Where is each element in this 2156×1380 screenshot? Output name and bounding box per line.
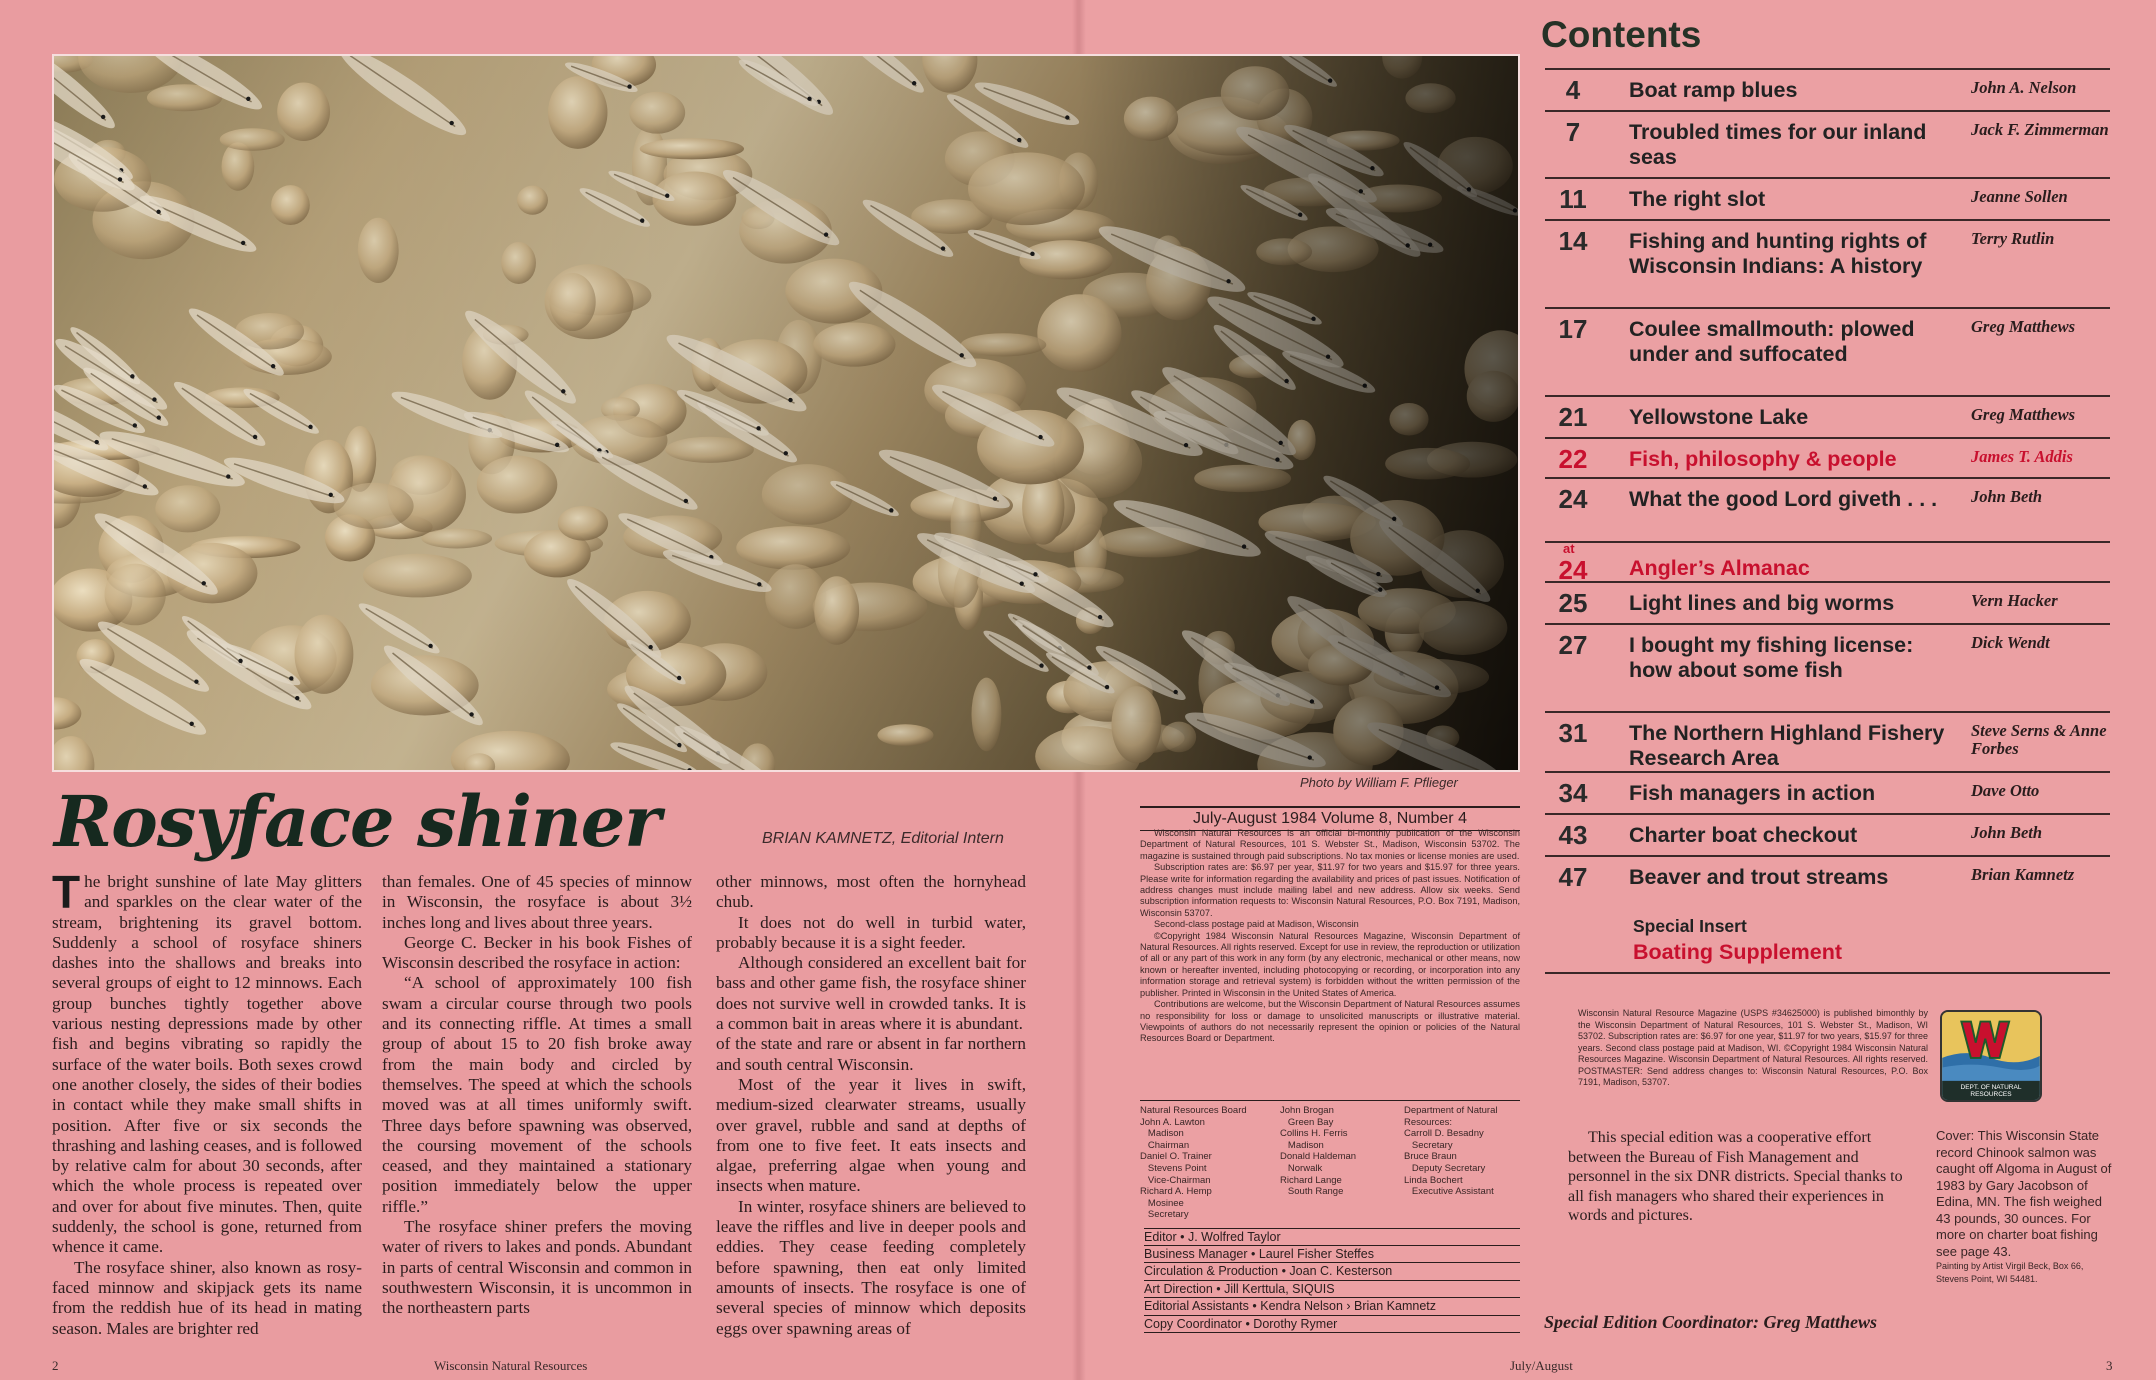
article-paragraph: In winter, rosyface shiners are believed to leave the riffles and live in deeper pools and eddies. They cease feeding completely before spawning, then eat only limited amounts of insects. The rosyface is one of several species of minnow which deposits eggs over spawning areas of: [716, 1196, 1026, 1338]
toc-title: Charter boat checkout: [1629, 823, 1858, 847]
board-column: Natural Resources Board John A. Lawton Madison Chairman Daniel O. Trainer Stevens Point Vice-Chairman Richard A. Hemp Mosinee Secretary: [1140, 1105, 1247, 1221]
logo-caption: DEPT. OF NATURAL RESOURCES: [1960, 1084, 2022, 1098]
toc-page-number: 14: [1558, 226, 1588, 256]
special-edition-note: This special edition was a cooperative effort between the Bureau of Fish Management and personnel in the six DNR districts. Special thanks to all fish managers who shared their experiences in words and pictures.: [1568, 1129, 1903, 1224]
toc-page-number: 24: [1558, 555, 1588, 585]
toc-page-number: 17: [1558, 314, 1588, 344]
contents-heading: Contents: [1541, 14, 1702, 55]
toc-entry[interactable]: [1545, 110, 2110, 177]
board-listing: [1140, 1100, 1520, 1221]
cover-caption: [1936, 1128, 2116, 1286]
toc-page-number: 4: [1565, 75, 1581, 105]
toc-title: Angler’s Almanac: [1629, 556, 1810, 580]
toc-entry[interactable]: [1545, 395, 2110, 437]
masthead-paragraph: Second-class postage paid at Madison, Wisconsin: [1154, 919, 1359, 930]
toc-page-number: 21: [1558, 402, 1588, 432]
folio-title-right: July/August: [1510, 1358, 1573, 1373]
article-paragraph: Most of the year it lives in swift, medium-sized clearwater streams, usually over gravel, rubble and sand at depths of from one to five feet. It eats insects and algae, preferring algae when young and insects when mature.: [716, 1074, 1026, 1196]
staff-row: Editor • J. Wolfred Taylor: [1144, 1228, 1520, 1246]
toc-page-number: 25: [1558, 588, 1588, 618]
publication-info: Wisconsin Natural Resource Magazine (USPS #34625000) is published bimonthly by the Wisconsin Department of Natural Resources, 101 S. Webster St., Madison, WI 53702. Subscription rates are: $6.97 for one year, $11.97 for two years, $15.97 for three years. Second class postage paid at Madison, WI. ©Copyright 1984 Wisconsin Natural Resources Magazine. Wisconsin Department of Natural Resources. All rights reserved. POSTMASTER: Send address changes to: Wisconsin Natural Resources, P.O. Box 7191, Madison, 53707.: [1578, 1008, 1928, 1087]
staff-row: Editorial Assistants • Kendra Nelson › Brian Kamnetz: [1144, 1298, 1520, 1316]
toc-title: The right slot: [1629, 187, 1766, 211]
special-insert-label: Special Insert: [1633, 916, 1747, 936]
toc-author: John Beth: [1971, 487, 2043, 506]
toc-title: Fishing and hunting rights of Wisconsin Indians: A history: [1629, 229, 1927, 278]
article-paragraph: other minnows, most often the hornyhead chub.: [716, 872, 1026, 912]
staff-row: Art Direction • Jill Kerttula, SIQUIS: [1144, 1281, 1520, 1299]
toc-entry[interactable]: [1545, 581, 2110, 623]
toc-author: Steve Serns & Anne Forbes: [1971, 721, 2107, 758]
toc-entry[interactable]: [1545, 219, 2110, 307]
article-paragraph: Although considered an excellent bait for bass and other game fish, the rosyface shiner does not survive well in crowded tanks. It is a common bait in areas where it is abundant.: [716, 953, 1026, 1034]
article-column-2: [382, 872, 692, 1319]
cover-text: Cover: This Wisconsin State record Chinook salmon was caught off Algoma in August of 1983 by Gary Jacobson of Edina, MN. The fish weighed 43 pounds, 30 ounces. For more on charter boat fishing see page 43.: [1936, 1128, 2112, 1259]
edition-coordinator: Special Edition Coordinator: Greg Matthews: [1544, 1312, 1878, 1332]
article-paragraph: George C. Becker in his book Fishes of Wisconsin described the rosyface in action:: [382, 932, 692, 973]
board-column: John Brogan Green Bay Collins H. Ferris Madison Donald Haldeman Norwalk Richard Lange South Range: [1280, 1105, 1357, 1198]
toc-author: Dick Wendt: [1971, 633, 2050, 652]
issue-line: July-August 1984 Volume 8, Number 4: [1140, 806, 1520, 831]
masthead-paragraph: Subscription rates are: $6.97 per year, $11.97 for two years and $15.97 for three years. Please write for information regarding the availability and prices of past issues. Notification of address changes must include mailing label and new address. Allow six weeks. Send subscription information requests to: Wisconsin Natural Resources, P.O. Box 7191, Madison, Wisconsin 53707.: [1140, 862, 1520, 918]
drop-cap: T: [52, 866, 81, 918]
toc-entry[interactable]: [1545, 177, 2110, 219]
toc-title: What the good Lord giveth . . .: [1629, 487, 1938, 511]
toc-page-number: 7: [1565, 117, 1581, 147]
staff-row: Circulation & Production • Joan C. Kesterson: [1144, 1263, 1520, 1281]
toc-author: Jack F. Zimmerman: [1971, 120, 2109, 139]
photo-credit: Photo by William F. Pflieger: [1300, 775, 1458, 790]
toc-title: Beaver and trout streams: [1629, 865, 1889, 889]
toc-title: Coulee smallmouth: plowed under and suffocated: [1629, 317, 1915, 366]
article-column-3: [716, 872, 1026, 1339]
toc-page-number: 27: [1558, 630, 1588, 660]
toc-entry[interactable]: [1545, 855, 2110, 897]
table-of-contents: [1545, 68, 2110, 897]
article-title: Rosyface shiner: [54, 780, 661, 863]
toc-page-number: 31: [1558, 718, 1588, 748]
toc-author: James T. Addis: [1971, 447, 2073, 466]
folio-title-left: Wisconsin Natural Resources: [434, 1358, 588, 1373]
toc-entry[interactable]: [1545, 541, 2110, 585]
toc-author: Brian Kamnetz: [1971, 865, 2075, 884]
page-number-right: 3: [2106, 1358, 2113, 1373]
toc-entry[interactable]: [1545, 477, 2110, 541]
toc-title: The Northern Highland Fishery Research Area: [1629, 721, 1945, 770]
toc-page-number: 24: [1558, 484, 1588, 514]
toc-author: Dave Otto: [1971, 781, 2040, 800]
toc-title: I bought my fishing license: how about some fish: [1629, 633, 1914, 682]
toc-entry[interactable]: [1545, 813, 2110, 855]
masthead-paragraph: ©Copyright 1984 Wisconsin Natural Resources Magazine, Wisconsin Department of Natural Resources. All rights reserved. Except for use in review, the reproduction or utilization of all or any part of this work in any form (by any electronic, mechanical or other means, now known or hereafter invented, including photocopying or recording, or incorporation into any information storage and retrieval system) is forbidden without the written permission of the publisher. Printed in Wisconsin in the United States of America.: [1140, 930, 1520, 998]
toc-entry[interactable]: [1545, 437, 2110, 477]
toc-author: Jeanne Sollen: [1971, 187, 2068, 206]
board-column: Department of Natural Resources: Carroll D. Besadny Secretary Bruce Braun Deputy Secretary Linda Bochert Executive Assistant: [1404, 1105, 1498, 1198]
staff-row: Copy Coordinator • Dorothy Rymer: [1144, 1316, 1520, 1334]
special-insert-title: Boating Supplement: [1633, 940, 1843, 964]
toc-entry[interactable]: [1545, 68, 2110, 110]
article-paragraph: The rosyface shiner, also known as rosy-faced minnow and skipjack gets its name from the reddish hue of its head in mating season. Males are brighter red: [52, 1257, 362, 1338]
fish-school-photo: [52, 54, 1520, 772]
masthead-paragraph: Contributions are welcome, but the Wisconsin Department of Natural Resources assumes no responsibility for loss or damage to unsolicited manuscripts or illustrative material. Viewpoints of authors do not necessarily represent the opinion or policies of the Natural Resources Board or Department.: [1140, 999, 1520, 1044]
toc-author: Vern Hacker: [1971, 591, 2058, 610]
article-byline: BRIAN KAMNETZ, Editorial Intern: [762, 830, 1004, 847]
toc-page-number: 22: [1558, 444, 1588, 474]
toc-title: Yellowstone Lake: [1629, 405, 1809, 429]
masthead-text: [1140, 828, 1520, 1045]
toc-page-number: 47: [1558, 862, 1588, 892]
toc-author: Greg Matthews: [1971, 405, 2076, 424]
toc-title: Fish, philosophy & people: [1629, 447, 1897, 471]
article-paragraph: than females. One of 45 species of minnow in Wisconsin, the rosyface is about 3½ inches long and lives about three years.: [382, 872, 692, 932]
toc-author: John A. Nelson: [1971, 78, 2077, 97]
toc-author: Greg Matthews: [1971, 317, 2076, 336]
staff-row: Business Manager • Laurel Fisher Steffes: [1144, 1246, 1520, 1264]
toc-entry[interactable]: [1545, 771, 2110, 813]
article-paragraph: The rosyface shiner prefers the moving water of rivers to lakes and ponds. Abundant in parts of central Wisconsin and common in southwestern Wisconsin, it is uncommon in the northeastern parts: [382, 1217, 692, 1318]
toc-author: John Beth: [1971, 823, 2043, 842]
toc-author: Terry Rutlin: [1971, 229, 2055, 248]
toc-page-number: 11: [1559, 184, 1587, 214]
toc-page-number: 43: [1558, 820, 1588, 850]
toc-title: Troubled times for our inland seas: [1629, 120, 1927, 169]
toc-title: Fish managers in action: [1629, 781, 1876, 805]
toc-entry[interactable]: [1545, 711, 2110, 771]
special-insert[interactable]: [1545, 912, 2110, 974]
photo-illustration: [54, 56, 1518, 770]
article-quote: “A school of approximately 100 fish swam a circular course through two pools and its connecting riffle. At times a small group of about 15 to 20 fish broke away from the main body and circled by themselves. The speed at which the schools moved was at all times uniformly swift. Three days before spawning was observed, the coursing movement of the schools ceased, and they maintained a stationary position immediately below the upper riffle.”: [382, 973, 692, 1216]
toc-entry[interactable]: [1545, 623, 2110, 711]
article-paragraph: The bright sunshine of late May glitters and sparkles on the clear water of the stream, brightening its gravel bottom. Suddenly a school of rosyface shiners dashes into the shallows and breaks into several groups of eight to 12 minnows. Each group bunches tightly together above various nesting depressions made by other fish and begins vibrating so rapidly the surface of the water boils. Both sexes crowd one another closely, the sides of their bodies in contact while they make small shifts in position. After five or six seconds the thrashing and lashing ceases, and is followed by relative calm for about 30 seconds, after which the whole process is repeated over and over for about five minutes. Then, quite suddenly, the school is gone, returned from whence it came.: [52, 866, 362, 1257]
dnr-logo: [1940, 1010, 2042, 1102]
toc-page-number: 34: [1558, 778, 1588, 808]
toc-title: Light lines and big worms: [1629, 591, 1895, 615]
masthead-paragraph: Wisconsin Natural Resources is an official bi-monthly publication of the Wisconsin Department of Natural Resources, 101 S. Webster St., Madison, Wisconsin 53702. The magazine is sustained through paid subscriptions. No tax monies or license monies are used.: [1140, 828, 1520, 861]
page-number-left: 2: [52, 1358, 59, 1373]
toc-entry[interactable]: [1545, 307, 2110, 395]
article-paragraph: It does not do well in turbid water, probably because it is a sight feeder.: [716, 912, 1026, 952]
toc-at-marker: at: [1563, 541, 1575, 556]
article-paragraph: of the state and rare or absent in far northern and south central Wisconsin.: [716, 1034, 1026, 1074]
article-column-1: [52, 866, 362, 1339]
cover-painting-credit: Painting by Artist Virgil Beck, Box 66, Stevens Point, WI 54481.: [1936, 1261, 2084, 1284]
toc-title: Boat ramp blues: [1629, 78, 1798, 102]
staff-list: [1144, 1228, 1520, 1333]
